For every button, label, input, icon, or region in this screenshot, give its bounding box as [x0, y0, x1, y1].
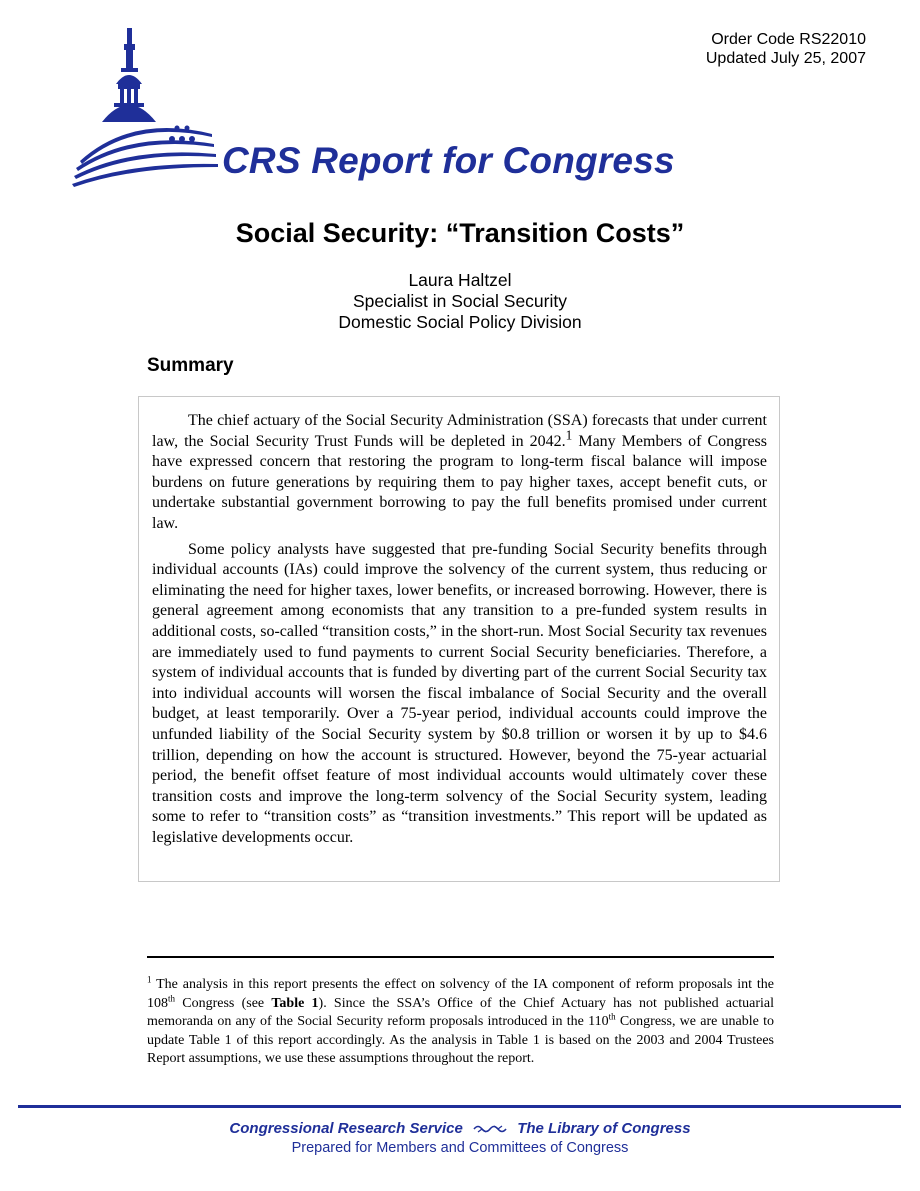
footer-line-2: Prepared for Members and Committees of Congress	[291, 1140, 629, 1156]
updated-date: Updated July 25, 2007	[705, 50, 866, 67]
ornament-icon	[473, 1121, 507, 1138]
order-code: Order Code RS22010	[711, 31, 866, 48]
footnote-text: Congress (see	[175, 995, 272, 1011]
footnote-number: 1	[147, 974, 152, 985]
ordinal-suffix: th	[608, 1011, 616, 1022]
table-reference: Table 1	[271, 995, 319, 1011]
summary-paragraph-1	[152, 411, 767, 535]
footnote-divider	[147, 956, 774, 958]
author-name: Laura Haltzel	[408, 270, 512, 290]
report-series-title: CRS Report for Congress	[222, 140, 675, 181]
footer-org: Congressional Research Service	[229, 1120, 463, 1137]
footer-line-1	[0, 1120, 920, 1138]
footer-library: The Library of Congress	[517, 1120, 691, 1137]
ordinal-suffix: th	[168, 992, 176, 1003]
footnote-text: ). Since the SSA’s Office of the Chief Actuary has not published actuarial memoranda on any of the Social Security reform proposals introduced in the 110	[147, 995, 774, 1030]
footnote-text: Congress, we are unable to update Table 1 of this report accordingly. As the analysis in Table 1 is based on the 2003 and 2004 Trustees Report assumptions, we use these assumptions throughout the report.	[147, 1014, 774, 1067]
order-code-block	[706, 30, 866, 68]
author-position: Specialist in Social Security	[353, 291, 567, 311]
summary-p1-text-cont: Many Members of Congress have expressed concern that restoring the program to long-term fiscal balance will impose burdens on future generations by requiring them to pay higher taxes, accept benefit cuts, or undertake substantial government borrowing to pay the full benefits promised under current law.	[152, 432, 768, 532]
summary-p1-text: The chief actuary of the Social Security Administration (SSA) forecasts that under current law, the Social Security Trust Funds will be depleted in 2042.	[152, 412, 767, 450]
author-division: Domestic Social Policy Division	[338, 312, 582, 332]
footnote-text: The analysis in this report presents the effect on solvency of the IA component of reform proposals int the 108	[147, 977, 774, 1011]
footer-divider	[18, 1105, 901, 1108]
author-block	[0, 270, 920, 333]
summary-paragraph-2: Some policy analysts have suggested that pre-funding Social Security benefits through individual accounts (IAs) could improve the solvency of the current system, thus reducing or eliminating the need for higher taxes, lower benefits, or increased borrowing. However, there is general agreement among economists that any transition to a pre-funded system results in additional costs, so-called “transition costs,” in the short-run. Most Social Security tax revenues are immediately used to fund payments to current Social Security beneficiaries. Therefore, a system of individual accounts that is funded by diverting part of the current Social Security tax into individual accounts will worsen the fiscal imbalance of Social Security and the overall budget, at least temporarily. Over a 75-year period, individual accounts could improve the unfunded liability of the Social Security system by $0.8 trillion or worsen it by up to $4.6 trillion, depending on how the account is structured. However, beyond the 75-year actuarial period, the benefit offset feature of most individual accounts would ultimately cover these transition costs and improve the long-term solvency of the Social Security system, leading some to refer to “transition costs” as “transition investments.” This report will be updated as legislative developments occur.	[152, 540, 767, 846]
footnote-ref[interactable]: 1	[565, 427, 573, 443]
document-title: Social Security: “Transition Costs”	[235, 218, 685, 248]
summary-box	[138, 396, 780, 882]
footnote	[147, 976, 774, 1069]
capitol-dome-icon	[72, 26, 222, 191]
summary-heading: Summary	[147, 355, 234, 376]
